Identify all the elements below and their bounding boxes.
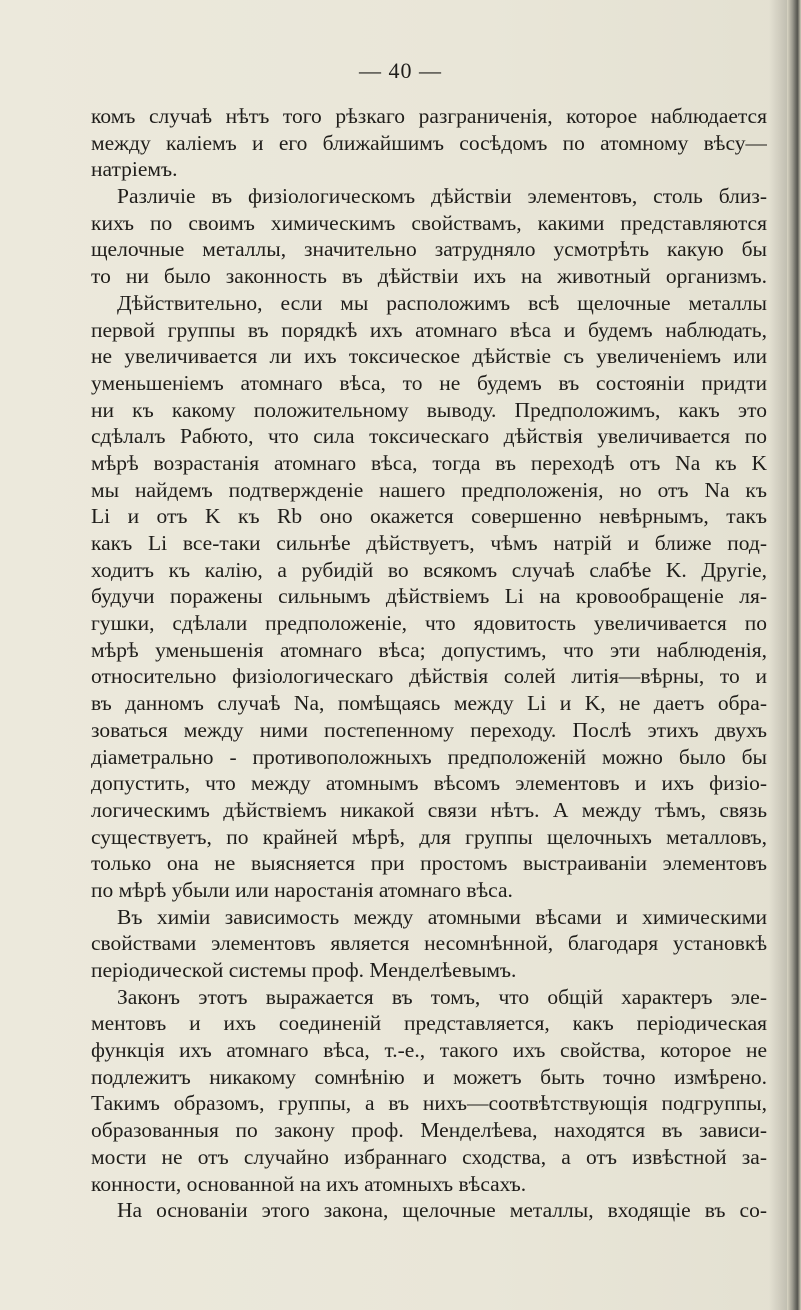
text-line: подлежитъ никакому сомнѣнію и можетъ быть точно измѣрено. (91, 1064, 767, 1089)
text-line: мы найдемъ подтвержденіе нашего предположенія, но отъ Na къ (91, 477, 767, 502)
text-line: по мѣрѣ убыли или наростанія атомнаго вѣса. (91, 877, 513, 902)
text-line: гушки, сдѣлали предположеніе, что ядовитость увеличивается по (91, 611, 767, 636)
text-line: въ данномъ случаѣ Na, помѣщаясь между Li и K, не даетъ обра- (91, 691, 767, 716)
text-line: комъ случаѣ нѣтъ того рѣзкаго разграниченія, которое наблюдается (91, 104, 767, 128)
text-line: образованныя по закону проф. Менделѣева, находятся въ зависи- (91, 1118, 767, 1143)
text-line: Li и отъ K къ Rb оно окажется совершенно невѣрнымъ, такъ (91, 504, 767, 529)
text-line: діаметрально - противоположныхъ предположеній можно было бы (91, 744, 767, 769)
text-line: будучи поражены сильнымъ дѣйствіемъ Li на кровообращеніе ля- (91, 584, 767, 609)
text-line: періодической системы проф. Менделѣевымъ. (91, 958, 517, 982)
text-line: только она не выясняется при простомъ выстраиваніи элементовъ (91, 851, 767, 876)
text-line: мости не отъ случайно избраннаго сходства, а отъ извѣстной за- (91, 1144, 767, 1169)
text-line: уменьшеніемъ атомнаго вѣса, то не будемъ въ состояніи придти (91, 370, 767, 395)
body-text (91, 103, 767, 1224)
text-line: какъ Li все-таки сильнѣе дѣйствуетъ, чѣмъ натрій и ближе под- (91, 531, 767, 555)
text-line: мѣрѣ возрастанія атомнаго вѣса, тогда въ переходѣ отъ Na къ K (91, 450, 767, 475)
page-number: — 40 — (359, 58, 442, 83)
text-line: На основаніи этого закона, щелочные металлы, входящіе въ со- (117, 1198, 767, 1223)
text-line: конности, основанной на ихъ атомныхъ вѣсахъ. (91, 1171, 527, 1196)
text-line: натріемъ. (91, 157, 178, 182)
text-line: Въ химіи зависимость между атомными вѣсами и химическими (117, 904, 767, 929)
text-line: Различіе въ физіологическомъ дѣйствіи элементовъ, столь близ- (117, 184, 767, 209)
text-line: существуетъ, по крайней мѣрѣ, для группы щелочныхъ металловъ, (91, 824, 767, 849)
text-line: щелочные металлы, значительно затрудняло усмотрѣть какую бы (91, 237, 767, 262)
text-line: Дѣйствительно, если мы расположимъ всѣ щелочные металлы (117, 290, 767, 315)
text-line: допустить, что между атомнымъ вѣсомъ элементовъ и ихъ физіо- (91, 771, 767, 796)
text-line: сдѣлалъ Рабюто, что сила токсическаго дѣйствія увеличивается по (91, 424, 767, 449)
text-line: ни къ какому положительному выводу. Предположимъ, какъ это (91, 397, 767, 422)
text-line: Законъ этотъ выражается въ томъ, что общій характеръ эле- (117, 984, 767, 1009)
text-line: свойствами элементовъ является несомнѣнной, благодаря установкѣ (91, 931, 767, 956)
page-gutter-shadow (769, 0, 787, 1310)
text-line: Такимъ образомъ, группы, а въ нихъ—соотвѣтствующія подгруппы, (91, 1091, 767, 1116)
text-line: логическимъ дѣйствіемъ никакой связи нѣтъ. А между тѣмъ, связь (91, 797, 767, 822)
text-line: кихъ по своимъ химическимъ свойствамъ, какими представляются (91, 210, 767, 235)
text-line: то ни было законность въ дѣйствіи ихъ на животный организмъ. (91, 264, 767, 289)
text-line: мѣрѣ уменьшенія атомнаго вѣса; допустимъ, что эти наблюденія, (91, 637, 767, 662)
page-edge (787, 0, 801, 1310)
text-line: первой группы въ порядкѣ ихъ атомнаго вѣса и будемъ наблюдать, (91, 317, 767, 342)
text-line: ментовъ и ихъ соединеній представляется, какъ періодическая (91, 1011, 767, 1036)
text-line: функція ихъ атомнаго вѣса, т.-е., такого ихъ свойства, которое не (91, 1038, 767, 1063)
text-line: между каліемъ и его ближайшимъ сосѣдомъ по атомному вѣсу— (91, 130, 767, 155)
text-line: ходитъ къ калію, а рубидій во всякомъ случаѣ слабѣе K. Другіе, (91, 557, 767, 582)
text-line: зоваться между ними постепенному переходу. Послѣ этихъ двухъ (91, 717, 767, 742)
text-line: не увеличивается ли ихъ токсическое дѣйствіе съ увеличеніемъ или (91, 344, 767, 369)
text-line: относительно физіологическаго дѣйствія солей литія—вѣрны, то и (91, 664, 767, 689)
